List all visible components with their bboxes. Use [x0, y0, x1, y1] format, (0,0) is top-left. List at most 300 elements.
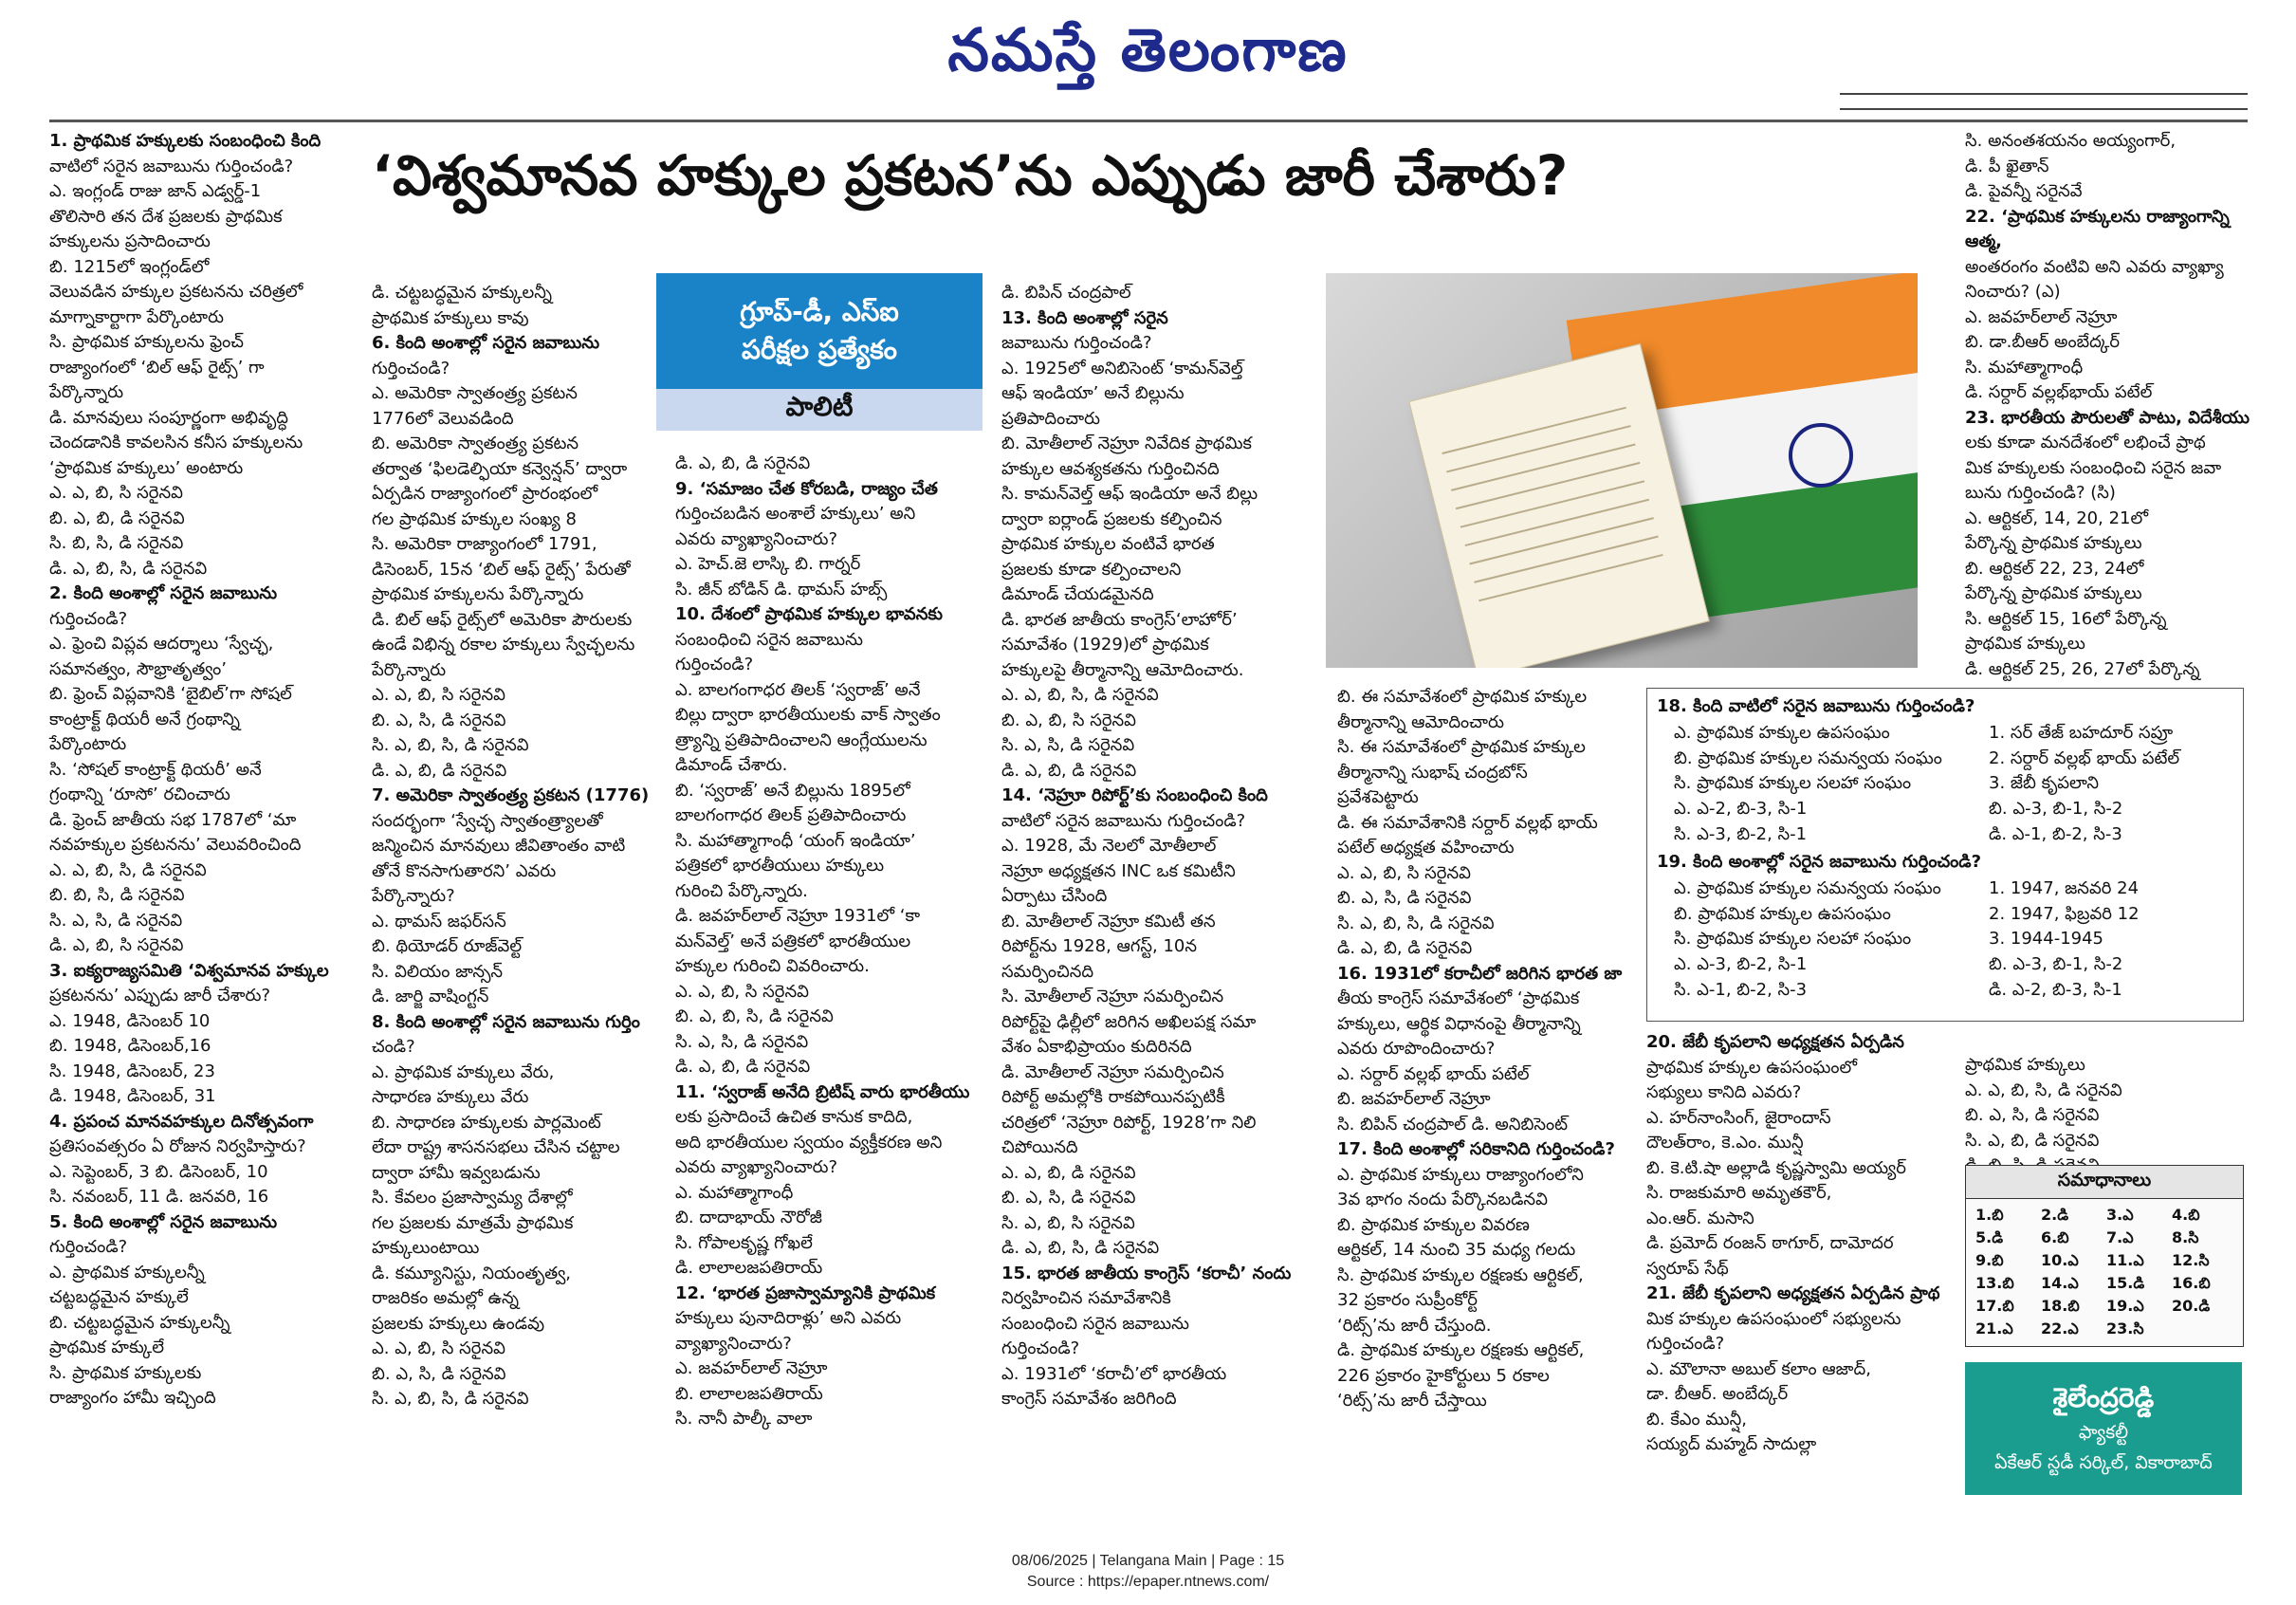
text-line: డి. ప్రమోద్ రంజన్ ఠాగూర్, దామోదర — [1646, 1233, 1894, 1253]
text-line: డి. జవహర్‌లాల్ నెహ్రూ 1931లో ‘కా — [675, 906, 921, 926]
text-line: సి. కేవలం ప్రజాస్వామ్య దేశాల్లో — [372, 1188, 573, 1208]
text-line: సి. ఎ, బి, డి సరైనవి — [1965, 1130, 2100, 1151]
text-line: ప్రాథమిక హక్కులు — [1965, 1055, 2085, 1075]
text-line: 2. కింది అంశాల్లో సరైన జవాబును — [49, 583, 278, 603]
answer-item: 12.సి — [2172, 1251, 2210, 1269]
text-line: డి. జార్జి వాషింగ్టన్ — [372, 987, 489, 1006]
text-line: ఎ. ఎ, బి, సి సరైనవి — [372, 1338, 505, 1358]
headline — [372, 121, 1946, 243]
text-line: పేర్కొన్నారు — [49, 382, 124, 402]
text-line: బి. మోతీలాల్ నెహ్రూ నివేదిక ప్రాథమిక — [1001, 434, 1252, 453]
match-item: బి. ప్రాథమిక హక్కుల సమన్వయ సంఘం — [1674, 747, 1942, 768]
text-line: పేర్కొంటారు — [49, 734, 127, 754]
text-line: పేర్కొన్నారు — [372, 659, 447, 680]
q19-left — [1674, 876, 1958, 952]
page-footer — [0, 1551, 2296, 1593]
text-line: హక్కులపై తీర్మానాన్ని ఆమోదించారు. — [1001, 659, 1244, 680]
q19-options-a — [1674, 952, 1958, 1003]
answer-item: 22.ఎ — [2041, 1319, 2079, 1338]
text-line: చండి? — [372, 1037, 415, 1057]
text-line: సి. జీన్ బోడిన్ డి. థామస్ హబ్స్ — [675, 579, 888, 600]
text-line: డి. 1948, డిసెంబర్, 31 — [49, 1086, 216, 1106]
text-line: వేశం ఏకాభిప్రాయం కుదిరినది — [1001, 1037, 1192, 1057]
text-line: డి. చట్టబద్ధమైన హక్కులన్నీ — [372, 283, 552, 303]
text-line: గురించి పేర్కొన్నారు. — [675, 880, 808, 901]
text-line: హక్కుల ఆవశ్యకతను గుర్తించినది — [1001, 458, 1220, 479]
text-line: బి. ఈ సమావేశంలో ప్రాథమిక హక్కుల — [1337, 687, 1588, 707]
text-line: చిపోయినది — [1001, 1137, 1078, 1157]
text-line: డిమాండ్ చేశారు. — [675, 755, 788, 775]
answer-key-title: సమాధానాలు — [1966, 1166, 2243, 1199]
text-line: 11. ‘స్వరాజ్ అనేది బ్రిటిష్ వారు భారతీయు — [675, 1081, 970, 1102]
match-item: ఎ. ప్రాథమిక హక్కుల ఉపసంఘం — [1674, 723, 1890, 743]
text-line: సి. ఎ, సి, డి సరైనవి — [675, 1031, 809, 1052]
text-line: ఎ. జవహర్‌లాల్ నెహ్రూ — [675, 1358, 828, 1378]
text-line: 3వ భాగం నందు పేర్కొనబడినవి — [1337, 1190, 1548, 1209]
text-line: త్ర్యాన్ని ప్రతిపాదించాలని ఆంగ్లేయులను — [675, 729, 928, 750]
text-line: రిపోర్ట్‌ను 1928, ఆగస్ట్, 10న — [1001, 936, 1197, 956]
text-line: హక్కులు పునాదిరాళ్లు’ అని ఎవరు — [675, 1308, 902, 1328]
match-item: 3. జేబీ కృపలాని — [1989, 773, 2099, 793]
text-line: 23. భారతీయ పౌరులతో పాటు, విదేశీయు — [1965, 407, 2250, 428]
text-line: రాజ్యాంగంలో ‘బిల్ ఆఫ్ రైట్స్’ గా — [49, 357, 265, 378]
column-6 — [1646, 1030, 1959, 1458]
text-line: మన్‌వెల్త్’ అనే పత్రికలో భారతీయుల — [675, 931, 911, 951]
text-line: 22. ‘ప్రాథమిక హక్కులను రాజ్యాంగాన్ని ఆత్మ, — [1965, 206, 2230, 251]
header-rule-box — [1840, 93, 2248, 110]
text-line: చెందడానికి కావలసిన కనీస హక్కులను — [49, 433, 303, 452]
text-line: డి. పీ ఖైతాన్ — [1965, 156, 2049, 176]
text-line: బి. కేఎం మున్షీ, — [1646, 1409, 1747, 1430]
text-line: సమానత్వం, సౌభ్రాతృత్వం’ — [49, 658, 227, 679]
text-line: రిపోర్ట్ అమల్లోకి రాకపోయినప్పటికీ — [1001, 1087, 1225, 1107]
text-line: చరిత్రలో ‘నెహ్రూ రిపోర్ట్, 1928’గా నిలి — [1001, 1112, 1257, 1133]
match-questions-box — [1646, 688, 2244, 1022]
subject-label: పాలిటీ — [785, 391, 854, 422]
author-organization: ఏకేఆర్ స్టడీ సర్కిల్, వికారాబాద్ — [1994, 1452, 2213, 1473]
text-line: సి. కామన్‌వెల్త్ ఆఫ్ ఇండియా అనే బిల్లు — [1001, 484, 1258, 504]
text-line: బి. దాదాభాయ్ నౌరోజీ — [675, 1208, 822, 1227]
text-line: బిల్లు ద్వారా భారతీయులకు వాక్ స్వాతం — [675, 705, 941, 725]
column-8 — [1965, 1053, 2250, 1179]
text-line: తీర్మానాన్ని సుభాష్ చంద్రబోస్ — [1337, 762, 1528, 783]
text-line: బును గుర్తించండి? (సి) — [1965, 483, 2116, 503]
text-line: డి. ఈ సమావేశానికి సర్దార్ వల్లభ్ భాయ్ — [1337, 812, 1598, 833]
answer-item: 5.డి — [1975, 1228, 2004, 1246]
text-line: ఎవరు వ్యాఖ్యానించారు? — [675, 528, 838, 549]
text-line: సి. గోపాలకృష్ణ గోఖలే — [675, 1232, 813, 1253]
text-line: ఎ. ఎ, బి, సి సరైనవి — [49, 483, 183, 503]
author-name: శైలేంద్రరెడ్డి — [2052, 1382, 2155, 1413]
text-line: ఎవరు వ్యాఖ్యానించారు? — [675, 1157, 838, 1177]
text-line: సందర్భంగా ‘స్వేచ్ఛ స్వాతంత్ర్యాలతో — [372, 810, 603, 831]
answer-item: 23.సి — [2106, 1319, 2144, 1338]
text-line: ఎ. 1925లో అనిబిసెంట్ ‘కామన్‌వెల్త్ — [1001, 358, 1243, 378]
text-line: 1776లో వెలువడింది — [372, 408, 514, 429]
text-line: కాంగ్రెస్ సమావేశం జరిగింది — [1001, 1389, 1177, 1409]
text-line: 17. కింది అంశాల్లో సరికానిది గుర్తించండి? — [1337, 1139, 1615, 1159]
match-item: ఎ. ప్రాథమిక హక్కుల సమన్వయ సంఘం — [1674, 878, 1941, 898]
text-line: ప్రాథమిక హక్కులు — [1965, 634, 2085, 654]
answer-item: 11.ఎ — [2106, 1251, 2144, 1269]
text-line: ఎ. సెప్టెంబర్, 3 బి. డిసెంబర్, 10 — [49, 1161, 268, 1182]
text-line: రాజ్యాంగం హామీ ఇచ్చింది — [49, 1388, 216, 1408]
text-line: బి. లాలాలజపతిరాయ్ — [675, 1383, 823, 1404]
text-line: డి. భారత జాతీయ కాంగ్రెస్‘లాహోర్’ — [1001, 609, 1238, 630]
text-line: నవహక్కుల ప్రకటనను’ వెలువరించింది — [49, 835, 302, 855]
subject-banner — [656, 389, 983, 431]
text-line: మిక హక్కులకు సంబంధించి సరైన జవా — [1965, 457, 2222, 478]
answer-item: 21.ఎ — [1975, 1319, 2013, 1338]
text-line: 8. కింది అంశాల్లో సరైన జవాబును గుర్తిం — [372, 1011, 640, 1032]
text-line: సి. మహాత్మాగాంధీ ‘యంగ్ ఇండియా’ — [675, 830, 916, 851]
text-line: డి. ఫ్రెంచ్ జాతీయ సభ 1787లో ‘మా — [49, 809, 297, 830]
text-line: గల ప్రజలకు మాత్రమే ప్రాథమిక — [372, 1212, 574, 1233]
text-line: గల ప్రాథమిక హక్కుల సంఖ్య 8 — [372, 508, 577, 529]
text-line: డి. పైవన్నీ సరైనవే — [1965, 181, 2083, 201]
ashoka-chakra-icon — [1789, 423, 1853, 488]
text-line: ఎ. ఆర్టికల్, 14, 20, 21లో — [1965, 507, 2149, 528]
text-line: ఏర్పడిన రాజ్యాంగంలో ప్రారంభంలో — [372, 484, 598, 504]
text-line: ఎ. హర్‌నాంసింగ్, జైరాందాస్ — [1646, 1107, 1831, 1128]
text-line: 21. జేబీ కృపలాని అధ్యక్షతన ఏర్పడిన ప్రాథ — [1646, 1283, 1940, 1303]
exam-banner-line2: పరీక్షల ప్రత్యేకం — [742, 334, 897, 365]
text-line: ద్వారా ఐర్లాండ్ ప్రజలకు కల్పించిన — [1001, 508, 1222, 529]
answer-item: 8.సి — [2172, 1228, 2199, 1246]
text-line: ఎ. సర్దార్ వల్లభ్ భాయ్ పటేల్ — [1337, 1063, 1530, 1084]
text-line: సి. ఎ, బి, సి, డి సరైనవి — [372, 735, 529, 755]
text-line: 7. అమెరికా స్వాతంత్ర్య ప్రకటన (1776) — [372, 785, 650, 805]
text-line: పేర్కొన్నారు? — [372, 886, 455, 906]
text-line: ఎ. మహాత్మాగాంధీ — [675, 1182, 794, 1203]
text-line: తీయ కాంగ్రెస్ సమావేశంలో ‘ప్రాథమిక — [1337, 988, 1580, 1008]
match-item: సి. ప్రాథమిక హక్కుల సలహా సంఘం — [1674, 773, 1912, 793]
text-line: గుర్తించండి? — [372, 358, 450, 378]
answer-item: 20.డి — [2172, 1297, 2211, 1315]
text-line: డి. బిపిన్ చంద్రపాల్ — [1001, 283, 1131, 303]
text-line: సి. ఎ, బి, సి సరైనవి — [1001, 1212, 1135, 1233]
text-line: బి. ఆర్టికల్ 22, 23, 24లో — [1965, 558, 2144, 579]
text-line: వాటిలో సరైన జవాబును గుర్తించండి? — [49, 156, 294, 176]
text-line: సభ్యులు కానిది ఎవరు? — [1646, 1082, 1802, 1102]
text-line: సి. బిపిన్ చంద్రపాల్ డి. అనిబిసెంట్ — [1337, 1114, 1569, 1135]
text-line: 15. భారత జాతీయ కాంగ్రెస్ ‘కరాచీ’ నందు — [1001, 1263, 1292, 1283]
q18-options-b — [1989, 797, 2235, 847]
text-line: 3. ఐక్యరాజ్యసమితి ‘విశ్వమానవ హక్కుల — [49, 960, 329, 981]
q18-option: బి. ఎ-3, బి-1, సి-2 — [1989, 799, 2123, 819]
q19-title: 19. కింది అంశాల్లో సరైన జవాబును గుర్తించండి? — [1657, 852, 1982, 872]
text-line: గుర్తించండి? — [1001, 1338, 1080, 1358]
text-line: ఎ. 1948, డిసెంబర్ 10 — [49, 1010, 211, 1031]
text-line: బి. థియోడర్ రూజ్‌వెల్ట్ — [372, 936, 523, 956]
text-line: చట్టబద్ధమైన హక్కులే — [49, 1287, 189, 1307]
text-line: 10. దేశంలో ప్రాథమిక హక్కుల భావనకు — [675, 604, 943, 624]
text-line: సి. 1948, డిసెంబర్, 23 — [49, 1061, 215, 1081]
text-line: ఎం.ఆర్. మసాని — [1646, 1208, 1754, 1228]
text-line: నెహ్రూ అధ్యక్షతన INC ఒక కమిటీని — [1001, 860, 1236, 881]
text-line: సమర్పించినది — [1001, 961, 1094, 982]
text-line: గుర్తించండి? — [49, 608, 128, 629]
text-line: సి. అమెరికా రాజ్యాంగంలో 1791, — [372, 534, 597, 554]
q18-option: సి. ఎ-3, బి-2, సి-1 — [1674, 823, 1808, 844]
text-line: బి. ఎ, బి, సి సరైనవి — [1001, 710, 1136, 730]
text-line: సి. మోతీలాల్ నెహ్రూ సమర్పించిన — [1001, 987, 1224, 1006]
text-line: డి. ఎ, బి, డి సరైనవి — [675, 1057, 811, 1077]
text-line: ప్రాథమిక హక్కులే — [49, 1338, 164, 1357]
text-line: హక్కులు, ఆర్థిక విధానంపై తీర్మానాన్ని — [1337, 1013, 1581, 1034]
text-line: పత్రికలో భారతీయులు హక్కులు — [675, 856, 885, 876]
text-line: డి. ఎ, బి, డి సరైనవి — [675, 453, 811, 473]
text-line: ఎ. హెచ్.జె లాస్కి బి. గార్నర్ — [675, 554, 861, 574]
text-line: బి. ఫ్రెంచ్ విప్లవానికి ‘బైబిల్’గా సోషల్ — [49, 684, 292, 704]
text-line: ఎ. ప్రాథమిక హక్కులు వేరు, — [372, 1061, 555, 1082]
text-line: ప్రజలకు కూడా కల్పించాలని — [1001, 559, 1182, 580]
text-line: సి. బి, సి, డి సరైనవి — [49, 533, 184, 553]
text-line: ఎ. ఫ్రెంచి విప్లవ ఆదర్శాలు ‘స్వేచ్ఛ, — [49, 634, 274, 654]
answer-item: 14.ఎ — [2041, 1274, 2079, 1292]
answer-key — [1965, 1165, 2244, 1347]
q18-right — [1989, 721, 2235, 797]
match-item: 1. 1947, జనవరి 24 — [1989, 878, 2140, 898]
text-line: అది భారతీయుల స్వయం వ్యక్తీకరణ అని — [675, 1132, 943, 1153]
column-4 — [1001, 281, 1314, 1412]
text-line: డి. ఎ, బి, సి, డి సరైనవి — [49, 558, 208, 579]
q19-option: సి. ఎ-1, బి-2, సి-3 — [1674, 979, 1808, 1000]
text-line: హక్కుల గురించి వివరించారు. — [675, 956, 870, 976]
text-line: గుర్తించండి? — [1646, 1334, 1725, 1354]
footer-source: Source : https://epaper.ntnews.com/ — [1026, 1574, 1270, 1590]
text-line: ఎ. అమెరికా స్వాతంత్ర్య ప్రకటన — [372, 383, 578, 403]
q18-option: డి. ఎ-1, బి-2, సి-3 — [1989, 823, 2122, 844]
q19-option: ఎ. ఎ-3, బి-2, సి-1 — [1674, 954, 1808, 974]
q18-options-a — [1674, 797, 1958, 847]
text-line: బి. ఎ, బి, డి సరైనవి — [49, 507, 185, 528]
text-line: పటేల్ అధ్యక్షత వహించారు — [1337, 838, 1515, 858]
q18-left — [1674, 721, 1958, 797]
text-line: హక్కులుంటాయి — [372, 1238, 480, 1258]
text-line: బి. చట్టబద్ధమైన హక్కులన్నీ — [49, 1312, 230, 1333]
exam-banner — [656, 273, 983, 389]
answer-item: 3.ఎ — [2106, 1206, 2134, 1224]
text-line: సి. అనంతశయనం అయ్యంగార్, — [1965, 131, 2177, 151]
text-line: 32 ప్రకారం సుప్రీంకోర్ట్ — [1337, 1290, 1478, 1310]
text-line: మిక హక్కుల ఉపసంఘంలో సభ్యులను — [1646, 1308, 1901, 1329]
text-line: 20. జేబీ కృపలాని అధ్యక్షతన ఏర్పడిన — [1646, 1032, 1904, 1052]
text-line: సి. ఎ, సి, డి సరైనవి — [49, 910, 183, 931]
text-line: సి. మహాత్మాగాంధీ — [1965, 357, 2084, 378]
text-line: బి. ప్రాథమిక హక్కుల వివరణ — [1337, 1214, 1530, 1235]
text-line: నిర్వహించిన సమావేశానికి — [1001, 1288, 1171, 1308]
text-line: గ్రంథాన్ని ‘రూసో’ రచించారు — [49, 784, 230, 804]
text-line: 1. ప్రాథమిక హక్కులకు సంబంధించి కింది — [49, 131, 321, 151]
text-line: బి. ఎ, బి, సి, డి సరైనవి — [675, 1006, 834, 1026]
text-line: జవాబును గుర్తించండి? — [1001, 333, 1152, 353]
column-5 — [1337, 685, 1641, 1414]
text-line: 9. ‘సమాజం చేత కోరబడి, రాజ్యం చేత — [675, 478, 938, 499]
text-line: గుర్తించండి? — [675, 655, 754, 674]
text-line: ఎ. ఎ, బి, డి సరైనవి — [1001, 1162, 1136, 1183]
text-line: ఎ. ఎ, బి, సి సరైనవి — [372, 685, 505, 705]
text-line: 12. ‘భారత ప్రజాస్వామ్యానికి ప్రాథమిక — [675, 1282, 936, 1303]
match-item: 2. 1947, ఫిబ్రవరి 12 — [1989, 903, 2140, 924]
text-line: బాలగంగాధర తిలక్ ప్రతిపాదించారు — [675, 805, 907, 825]
text-line: బి. ఎ, సి, డి సరైనవి — [1337, 888, 1472, 908]
text-line: ఎ. బాలగంగాధర తిలక్ ‘స్వరాజ్’ అనే — [675, 679, 921, 700]
text-line: ద్వారా హామీ ఇవ్వబడును — [372, 1162, 541, 1183]
text-line: దౌలత్‌రాం, కె.ఎం. మున్షీ — [1646, 1133, 1804, 1153]
text-line: ఏర్పాటు చేసింది — [1001, 886, 1108, 906]
answer-item: 7.ఎ — [2106, 1228, 2134, 1246]
text-line: బి. ఎ, సి, డి సరైనవి — [1001, 1188, 1136, 1208]
column-1 — [49, 129, 362, 1411]
text-line: డి. ఆర్టికల్ 25, 26, 27లో పేర్కొన్న — [1965, 658, 2200, 679]
text-line: ఎ. థామస్ జఫర్‌సన్ — [372, 911, 506, 932]
answer-item: 10.ఎ — [2041, 1251, 2079, 1269]
text-line: బి. ఎ, సి, డి సరైనవి — [1965, 1105, 2100, 1125]
text-line: బి. జవహర్‌లాల్ నెహ్రూ — [1337, 1089, 1491, 1109]
text-line: డి. మానవులు సంపూర్ణంగా అభివృద్ధి — [49, 407, 288, 428]
match-item: బి. ప్రాథమిక హక్కుల ఉపసంఘం — [1674, 903, 1891, 924]
text-line: బి. ఎ, సి, డి సరైనవి — [372, 710, 506, 730]
text-line: అంతరంగం వంటివి అని ఎవరు వ్యాఖ్యా — [1965, 256, 2224, 277]
text-line: సి. ఆర్టికల్ 15, 16లో పేర్కొన్న — [1965, 608, 2167, 629]
text-line: రిపోర్ట్‌పై ఢిల్లీలో జరిగిన అఖిలపక్ష సమా — [1001, 1011, 1257, 1032]
text-line: ఆర్టికల్, 14 నుంచి 35 మధ్య గలదు — [1337, 1240, 1576, 1260]
text-line: సయ్యద్ మహ్మద్ సాదుల్లా — [1646, 1434, 1817, 1454]
text-line: ఎ. ఎ, బి, సి, డి సరైనవి — [1001, 685, 1159, 705]
q18-option: ఎ. ఎ-2, బి-3, సి-1 — [1674, 799, 1808, 819]
text-line: డి. ఎ, బి, డి సరైనవి — [372, 760, 507, 781]
text-line: డి. ఎ, బి, సి, డి సరైనవి — [1001, 1238, 1160, 1258]
text-line: ఉండే విభిన్న రకాల హక్కులు స్వేచ్ఛలను — [372, 635, 635, 655]
text-line: డి. ఎ, బి, డి సరైనవి — [1001, 760, 1137, 781]
column-7 — [1965, 129, 2250, 682]
text-line: రాజరికం అమల్లో ఉన్న — [372, 1288, 519, 1308]
text-line: బి. బి, సి, డి సరైనవి — [49, 885, 185, 905]
exam-banner-line1: గ్రూప్-డీ, ఎస్ఐ — [740, 296, 899, 327]
text-line: సి. ఎ, సి, డి సరైనవి — [1001, 735, 1135, 755]
text-line: బి. అమెరికా స్వాతంత్ర్య ప్రకటన — [372, 434, 579, 453]
match-item: 2. సర్దార్ వల్లభ్ భాయ్ పటేల్ — [1989, 747, 2180, 768]
text-line: సి. రాజకుమారి అమృతకౌర్, — [1646, 1183, 1832, 1203]
answer-item: 9.బి — [1975, 1251, 2004, 1269]
text-line: తొలిసారి తన దేశ ప్రజలకు ప్రాథమిక — [49, 206, 283, 227]
text-line: ఎ. ఎ, బి, సి సరైనవి — [675, 981, 809, 1002]
text-line: ప్రతిపాదించారు — [1001, 408, 1101, 429]
answer-item: 18.బి — [2041, 1297, 2080, 1315]
text-line: 5. కింది అంశాల్లో సరైన జవాబును — [49, 1211, 278, 1232]
text-line: ప్రాథమిక హక్కుల వంటివే భారత — [1001, 534, 1215, 554]
text-line: 226 ప్రకారం హైకోర్టులు 5 రకాల — [1337, 1365, 1550, 1386]
q19-right — [1989, 876, 2235, 952]
text-line: 4. ప్రపంచ మానవహక్కుల దినోత్సవంగా — [49, 1111, 314, 1132]
text-line: డి. ఎ, బి, సి సరైనవి — [49, 935, 184, 955]
text-line: ఎ. 1928, మే నెలలో మోతీలాల్ — [1001, 836, 1217, 856]
answer-item: 13.బి — [1975, 1274, 2014, 1292]
column-3 — [675, 452, 998, 1432]
text-line: తీర్మానాన్ని ఆమోదించారు — [1337, 711, 1504, 732]
footer-date-page: 08/06/2025 | Telangana Main | Page : 15 — [1011, 1553, 1285, 1569]
text-line: డి. బిల్ ఆఫ్ రైట్స్‌లో అమెరికా పౌరులకు — [372, 609, 633, 630]
text-line: ఎ. ఇంగ్లండ్ రాజు జాన్ ఎడ్వర్డ్-1 — [49, 181, 262, 201]
answer-item: 16.బి — [2172, 1274, 2211, 1292]
author-box — [1965, 1362, 2242, 1495]
text-line: 16. 1931లో కరాచీలో జరిగిన భారత జా — [1337, 963, 1623, 984]
text-line: సి. ఎ, బి, సి, డి సరైనవి — [372, 1389, 529, 1409]
text-line: సి. ‘సోషల్ కాంట్రాక్ట్ థియరీ’ అనే — [49, 759, 262, 780]
text-line: స్వరూప్ సేథ్ — [1646, 1258, 1729, 1279]
text-line: డి. ఎ, బి, డి సరైనవి — [1337, 938, 1473, 958]
text-line: డి. సర్దార్ వల్లభ్‌భాయ్ పటేల్ — [1965, 382, 2153, 402]
text-line: తర్వాత ‘ఫిలడెల్ఫియా కన్వెన్షన్’ ద్వారా — [372, 458, 628, 479]
text-line: ప్రాథమిక హక్కుల ఉపసంఘంలో — [1646, 1057, 1858, 1078]
answer-item: 19.ఎ — [2106, 1297, 2144, 1315]
text-line: ఎవరు రూపొందించారు? — [1337, 1039, 1496, 1059]
match-item: 3. 1944-1945 — [1989, 929, 2104, 949]
text-line: డా. బీఆర్. అంబేద్కర్ — [1646, 1384, 1789, 1404]
text-line: పేర్కొన్న ప్రాథమిక హక్కులు — [1965, 533, 2142, 553]
text-line: సంబంధించి సరైన జవాబును — [675, 629, 864, 650]
text-line: లకు ప్రసాదించే ఉచిత కానుక కాదిది, — [675, 1107, 913, 1127]
text-line: సి. ప్రాథమిక హక్కుల రక్షణకు ఆర్టికల్, — [1337, 1264, 1584, 1285]
text-line: హక్కులను ప్రసాదించారు — [49, 231, 211, 251]
text-line: ప్రవేశపెట్టారు — [1337, 787, 1419, 807]
q19-option: డి. ఎ-2, బి-3, సి-1 — [1989, 979, 2122, 1000]
text-line: సి. నానీ పాల్కీ వాలా — [675, 1409, 813, 1429]
answer-item: 15.డి — [2106, 1274, 2145, 1292]
match-item: 1. సర్ తేజ్ బహదూర్ సప్రూ — [1989, 723, 2174, 743]
text-line: ఎ. ప్రాథమిక హక్కులన్నీ — [49, 1262, 205, 1282]
text-line: సి. ఈ సమావేశంలో ప్రాథమిక హక్కుల — [1337, 737, 1586, 757]
text-line: సి. విలియం జాన్సన్ — [372, 961, 504, 982]
text-line: డి. కమ్యూనిస్టు, నియంతృత్వ, — [372, 1263, 572, 1283]
text-line: డి. మోతీలాల్ నెహ్రూ సమర్పించిన — [1001, 1061, 1224, 1082]
headline-text: ‘విశ్వమానవ హక్కుల ప్రకటన’ను ఎప్పుడు జారీ చేశారు? — [372, 142, 1569, 208]
text-line: బి. డా.బీఆర్ అంబేద్కర్ — [1965, 332, 2121, 352]
text-line: సాధారణ హక్కులు వేరు — [372, 1087, 529, 1107]
constitution-flag-photo — [1326, 273, 1918, 668]
text-line: వాటిలో సరైన జవాబును గుర్తించండి? — [1001, 810, 1246, 831]
answer-item: 17.బి — [1975, 1297, 2014, 1315]
text-line: సంబంధించి సరైన జవాబును — [1001, 1313, 1190, 1334]
text-line: బి. 1948, డిసెంబర్,16 — [49, 1036, 211, 1056]
text-line: డిమాండ్ చేయడమైనది — [1001, 584, 1154, 604]
text-line: లేదా రాష్ట్ర శాసనసభలు చేసిన చట్టాల — [372, 1137, 620, 1157]
text-line: ఎ. జవహర్‌లాల్ నెహ్రూ — [1965, 306, 2118, 327]
text-line: బి. కె.టి.షా అల్లాడి కృష్ణస్వామి అయ్యర్ — [1646, 1157, 1906, 1178]
text-line: ‘రిట్స్’ను జారీ చేస్తాయి — [1337, 1391, 1487, 1411]
text-line: ప్రాథమిక హక్కులను పేర్కొన్నారు — [372, 584, 584, 604]
answer-key-grid — [1975, 1204, 2237, 1339]
answer-item: 1.బి — [1975, 1206, 2004, 1224]
text-line: కాంట్రాక్ట్ థియరీ అనే గ్రంథాన్ని — [49, 709, 241, 729]
text-line: ప్రకటనను’ ఎప్పుడు జారీ చేశారు? — [49, 986, 270, 1005]
text-line: 6. కింది అంశాల్లో సరైన జవాబును — [372, 333, 600, 353]
text-line: సి. ప్రాథమిక హక్కులను ఫ్రెంచ్ — [49, 332, 244, 352]
answer-item: 2.డి — [2041, 1206, 2069, 1224]
text-line: ‘ప్రాథమిక హక్కులు’ అంటారు — [49, 457, 244, 478]
q19-option: బి. ఎ-3, బి-1, సి-2 — [1989, 954, 2123, 974]
text-line: బి. సాధారణ హక్కులకు పార్లమెంట్ — [372, 1112, 601, 1133]
text-line: 13. కింది అంశాల్లో సరైన — [1001, 307, 1168, 328]
match-item: సి. ప్రాథమిక హక్కుల సలహా సంఘం — [1674, 929, 1912, 949]
column-2 — [372, 281, 656, 1412]
text-line: వ్యాఖ్యానించారు? — [675, 1333, 792, 1354]
text-line: ఎ. ఎ, బి, సి, డి సరైనవి — [1965, 1079, 2122, 1100]
text-line: బి. 1215లో ఇంగ్లండ్‌లో — [49, 256, 210, 277]
q18-title: 18. కింది వాటిలో సరైన జవాబును గుర్తించండి? — [1657, 696, 1975, 716]
text-line: సమావేశం (1929)లో ప్రాథమిక — [1001, 635, 1209, 655]
